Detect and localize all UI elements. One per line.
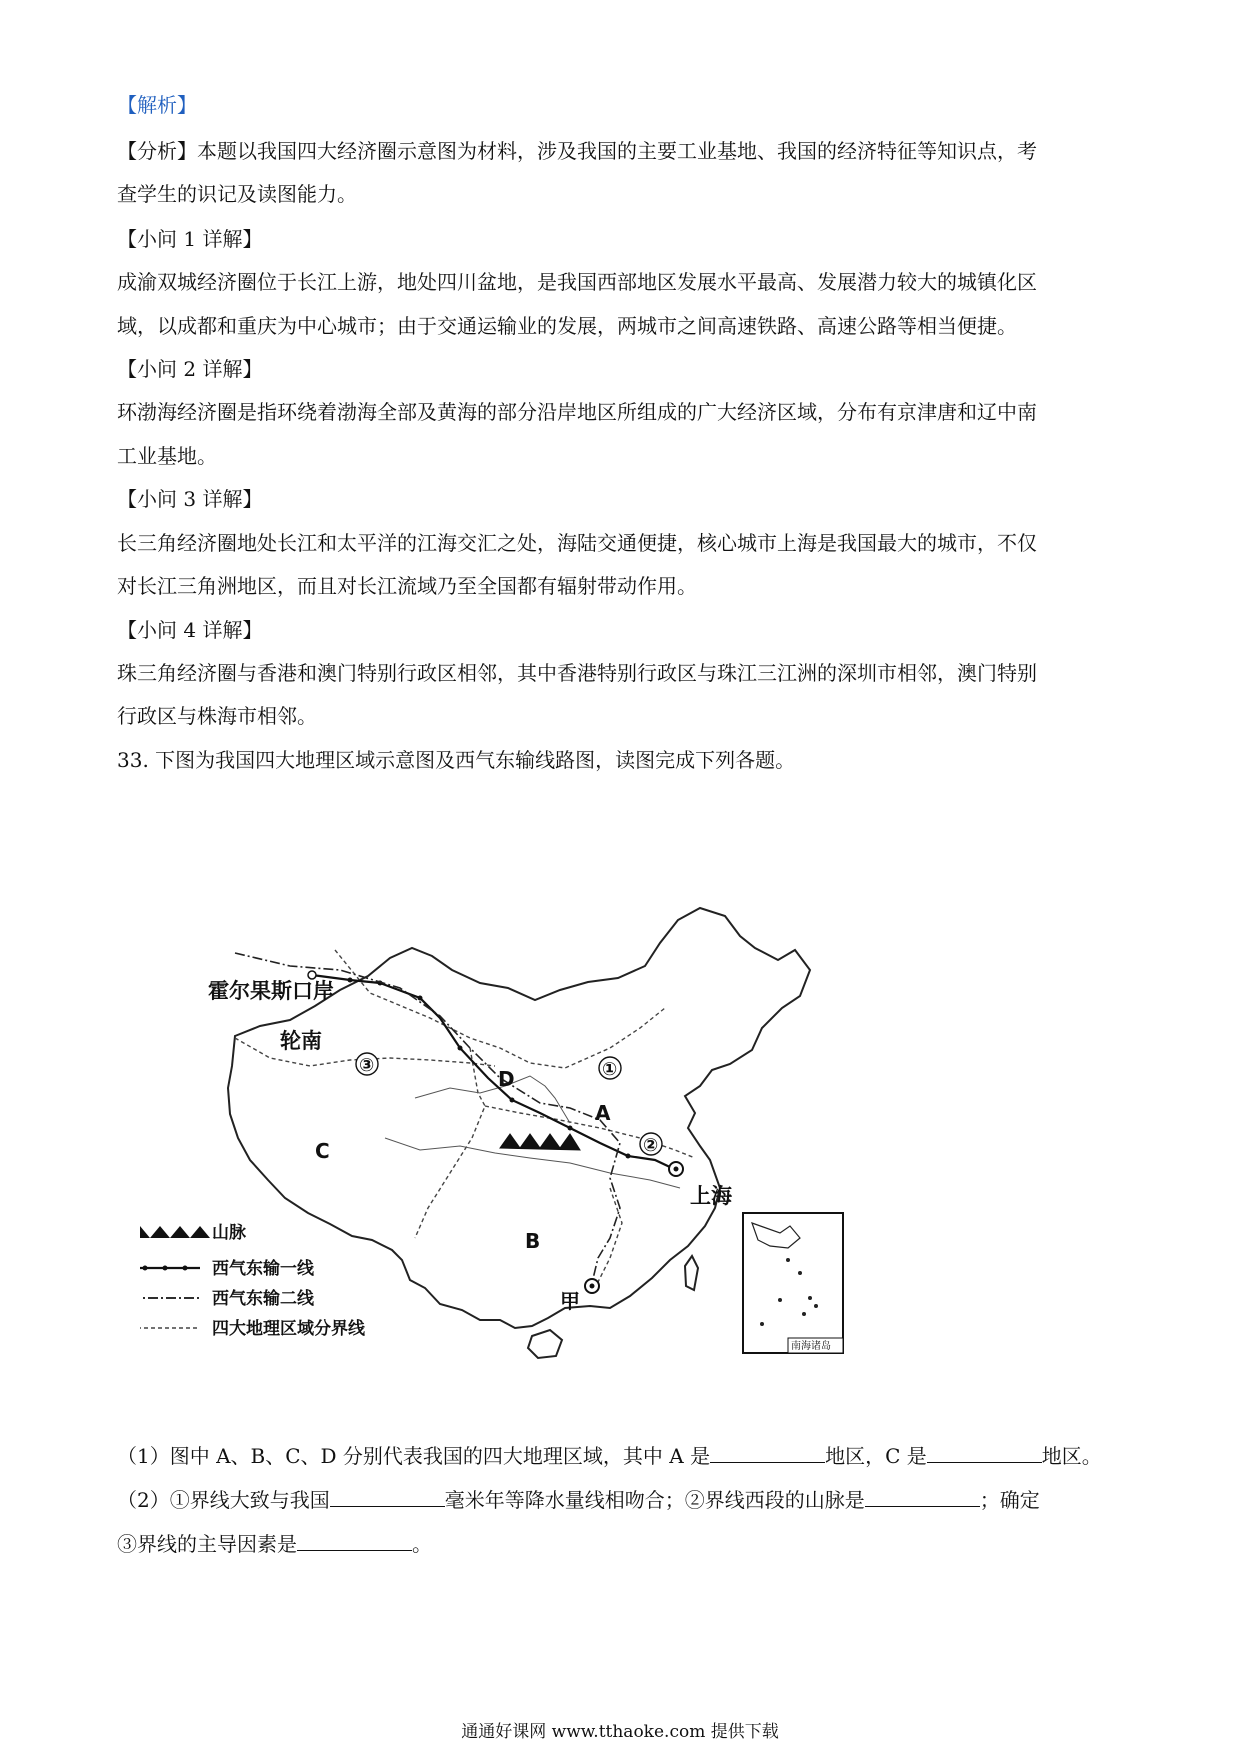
circle-3-label: ③ [359,1055,375,1076]
q4-heading: 【小问 4 详解】 [117,618,263,642]
pipeline-line-1-dot [626,1154,631,1159]
analysis-heading: 【解析】 [117,93,197,117]
jia-point-core [590,1284,595,1289]
inset-island [760,1322,764,1326]
inset-island [808,1296,812,1300]
q2-line-2: 工业基地。 [117,444,217,468]
sub2-part4: ③界线的主导因素是 [117,1532,297,1556]
sub2-part3: ；确定 [979,1488,1040,1512]
sub2-part5: 。 [412,1532,432,1556]
boundary-1 [335,950,665,1068]
lunnan-label: 轮南 [280,1029,322,1053]
q2-heading: 【小问 2 详解】 [117,357,263,381]
legend-mountain-symbol [140,1226,210,1238]
map-legend [140,1223,366,1339]
q2-line-1: 环渤海经济圈是指环绕着渤海全部及黄海的部分沿岸地区所组成的广大经济区域，分布有京津唐和辽中南 [117,400,1037,424]
answer-blank-a[interactable] [710,1440,825,1463]
qinling-mountain-symbol [500,1134,580,1150]
analysis-line-1: 【分析】本题以我国四大经济圈示意图为材料，涉及我国的主要工业基地、我国的经济特征等知识点，考 [117,139,1037,163]
boundary-2 [485,1106,695,1158]
sub-question-2-cont [117,1528,1127,1559]
q1-line-1: 成渝双城经济圈位于长江上游，地处四川盆地，是我国西部地区发展水平最高、发展潜力较大的城镇化区 [117,270,1037,294]
legend-line-1-dot [183,1266,188,1271]
legend-line-2-label: 西气东输二线 [212,1289,314,1309]
question-33-stem: 33. 下图为我国四大地理区域示意图及西气东输线路图，读图完成下列各题。 [117,748,796,772]
q4-line-1: 珠三角经济圈与香港和澳门特别行政区相邻，其中香港特别行政区与珠江三江洲的深圳市相邻，澳门特别 [117,661,1037,685]
taiwan-island [685,1256,698,1290]
shanghai-point-core [674,1167,679,1172]
answer-blank-mountain[interactable] [865,1484,980,1507]
q1-line-2: 域，以成都和重庆为中心城市；由于交通运输业的发展，两城市之间高速铁路、高速公路等相当便捷。 [117,314,1017,338]
q3-line-1: 长三角经济圈地处长江和太平洋的江海交汇之处，海陆交通便捷，核心城市上海是我国最大的城市，不仅 [117,531,1037,555]
sub1-part2: 地区，C 是 [825,1444,927,1468]
legend-line-1-label: 西气东输一线 [212,1259,314,1279]
legend-line-1-dot [143,1266,148,1271]
inset-island [786,1258,790,1262]
region-a-label: A [595,1101,611,1125]
china-outline [228,908,810,1328]
answer-blank-factor[interactable] [297,1528,412,1551]
map-svg [140,888,960,1418]
inset-island [778,1298,782,1302]
lunnan-point [308,971,316,979]
pipeline-line-1-dot [458,1046,463,1051]
jia-label: 甲 [560,1289,580,1313]
china-regions-map [140,888,960,1418]
sub2-part1: （2）①界线大致与我国 [117,1488,330,1512]
inset-island [802,1312,806,1316]
shanghai-label: 上海 [690,1184,732,1208]
pipeline-line-1-dot [510,1098,515,1103]
inset-island [798,1271,802,1275]
analysis-line-2: 查学生的识记及读图能力。 [117,182,357,206]
q1-heading: 【小问 1 详解】 [117,227,263,251]
hainan-island [528,1330,562,1358]
khorgos-label: 霍尔果斯口岸 [208,979,334,1003]
inset-title: 南海诸岛 [791,1341,831,1352]
south-china-sea-inset [743,1213,843,1353]
region-d-label: D [498,1067,515,1091]
page-footer: 通通好课网 www.tthaoke.com 提供下载 [461,1722,779,1742]
sub1-part1: （1）图中 A、B、C、D 分别代表我国的四大地理区域，其中 A 是 [117,1444,711,1468]
answer-blank-precipitation[interactable] [330,1484,445,1507]
legend-line-1-dot [163,1266,168,1271]
legend-mountain-label: 山脉 [212,1223,246,1243]
sub-question-2 [117,1484,1127,1515]
q3-line-2: 对长江三角洲地区，而且对长江流域乃至全国都有辐射带动作用。 [117,574,697,598]
region-b-label: B [525,1229,541,1253]
sub-question-1 [117,1440,1127,1471]
boundary-west [415,1048,485,1238]
answer-blank-c[interactable] [927,1440,1042,1463]
pipeline-line-1-dot [348,978,353,983]
circle-1-label: ① [602,1059,618,1080]
sub1-part3: 地区。 [1041,1444,1102,1468]
sub2-part2: 毫米年等降水量线相吻合；②界线西段的山脉是 [444,1488,865,1512]
legend-boundary-label: 四大地理区域分界线 [212,1319,365,1339]
inset-island [814,1304,818,1308]
pipeline-line-1-dot [568,1126,573,1131]
region-c-label: C [315,1139,330,1163]
pipeline-line-1-dot [418,996,423,1001]
circle-2-label: ② [643,1135,659,1156]
q4-line-2: 行政区与株海市相邻。 [117,704,317,728]
q3-heading: 【小问 3 详解】 [117,487,263,511]
